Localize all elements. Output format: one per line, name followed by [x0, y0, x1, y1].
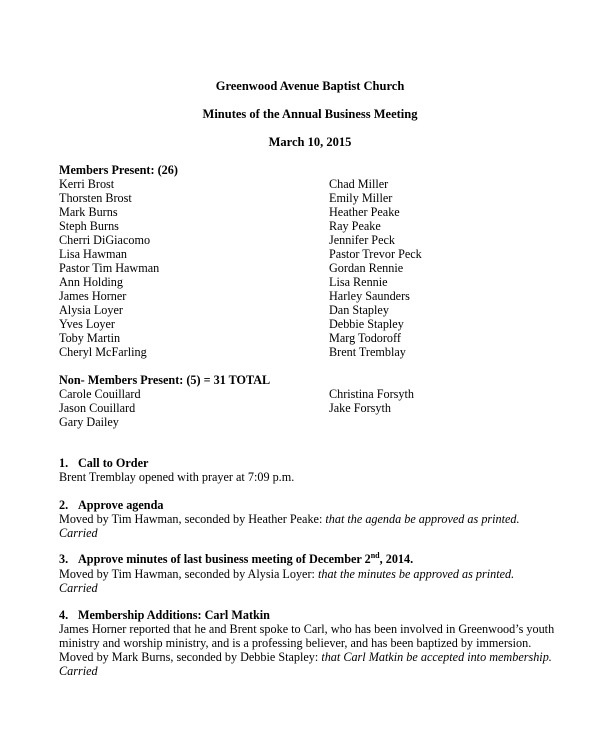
member-name: Marg Todoroff: [329, 331, 401, 345]
item-title: Approve minutes of last business meeting of December 2: [78, 552, 371, 566]
member-name: Emily Miller: [329, 191, 393, 205]
members-left-column: [59, 177, 159, 359]
item-number: 1.: [59, 456, 69, 470]
members-right-column: [329, 177, 422, 359]
member-name: Cheryl McFarling: [59, 345, 147, 359]
member-name: Ann Holding: [59, 275, 123, 289]
motion-text: that the agenda be approved as printed.: [325, 512, 520, 526]
church-name: Greenwood Avenue Baptist Church: [215, 79, 405, 93]
motion-mover: Moved by Mark Burns, seconded by Debbie Stapley:: [59, 650, 322, 664]
agenda-item-1-text: Brent Tremblay opened with prayer at 7:09 p.m.: [59, 470, 295, 484]
motion-mover: Moved by Tim Hawman, seconded by Alysia Loyer:: [59, 567, 318, 581]
member-name: Lisa Rennie: [329, 275, 388, 289]
member-name: Steph Burns: [59, 219, 119, 233]
member-name: Lisa Hawman: [59, 247, 128, 261]
non-member-name: Jason Couillard: [59, 401, 136, 415]
ordinal-suffix: nd: [370, 550, 380, 560]
member-name: Thorsten Brost: [59, 191, 132, 205]
motion-text: that Carl Matkin be accepted into membership.: [321, 650, 552, 664]
agenda-item-4-text-line-2: ministry and worship ministry, and is a professing believer, and has been baptized by immersion.: [59, 636, 532, 650]
item-number: 4.: [59, 608, 69, 622]
member-name: Harley Saunders: [329, 289, 410, 303]
agenda-item-2-result: Carried: [59, 526, 98, 540]
member-name: Mark Burns: [59, 205, 118, 219]
member-name: Toby Martin: [59, 331, 121, 345]
item-number: 3.: [59, 552, 69, 566]
meeting-date: March 10, 2015: [268, 135, 352, 149]
agenda-item-3-motion: [59, 567, 514, 581]
agenda-item-3-heading: [59, 552, 413, 566]
non-members-left-column: [59, 387, 141, 429]
item-number: 2.: [59, 498, 69, 512]
member-name: Brent Tremblay: [329, 345, 406, 359]
item-title-end: , 2014.: [379, 552, 414, 566]
agenda-item-4-motion: [59, 650, 552, 664]
agenda-item-4-result: Carried: [59, 664, 98, 678]
agenda-item-3-result: Carried: [59, 581, 98, 595]
member-name: Dan Stapley: [329, 303, 389, 317]
member-name: Pastor Tim Hawman: [59, 261, 160, 275]
member-name: Heather Peake: [329, 205, 400, 219]
member-name: Kerri Brost: [59, 177, 115, 191]
member-name: Pastor Trevor Peck: [329, 247, 422, 261]
document-title: Minutes of the Annual Business Meeting: [202, 107, 418, 121]
agenda-item-2-heading: [59, 498, 163, 512]
member-name: Ray Peake: [329, 219, 381, 233]
member-name: Jennifer Peck: [329, 233, 395, 247]
motion-mover: Moved by Tim Hawman, seconded by Heather Peake:: [59, 512, 326, 526]
non-member-name: Christina Forsyth: [329, 387, 414, 401]
item-title: Membership Additions: Carl Matkin: [78, 608, 270, 622]
member-name: Chad Miller: [329, 177, 389, 191]
non-members-right-column: [329, 387, 414, 415]
item-title: Call to Order: [78, 456, 149, 470]
member-name: Cherri DiGiacomo: [59, 233, 151, 247]
member-name: James Horner: [59, 289, 127, 303]
non-member-name: Gary Dailey: [59, 415, 119, 429]
agenda-item-4-heading: [59, 608, 270, 622]
agenda-item-1-heading: [59, 456, 148, 470]
non-member-name: Carole Couillard: [59, 387, 141, 401]
non-members-present-heading: Non- Members Present: (5) = 31 TOTAL: [59, 373, 271, 387]
member-name: Yves Loyer: [59, 317, 115, 331]
member-name: Gordan Rennie: [329, 261, 404, 275]
agenda-item-4-text-line-1: James Horner reported that he and Brent spoke to Carl, who has been involved in Greenwood’s youth: [59, 622, 555, 636]
member-name: Alysia Loyer: [59, 303, 123, 317]
motion-text: that the minutes be approved as printed.: [317, 567, 515, 581]
member-name: Debbie Stapley: [329, 317, 404, 331]
item-title: Approve agenda: [78, 498, 164, 512]
members-present-heading: Members Present: (26): [59, 163, 178, 177]
agenda-item-2-motion: [59, 512, 520, 526]
non-member-name: Jake Forsyth: [329, 401, 391, 415]
